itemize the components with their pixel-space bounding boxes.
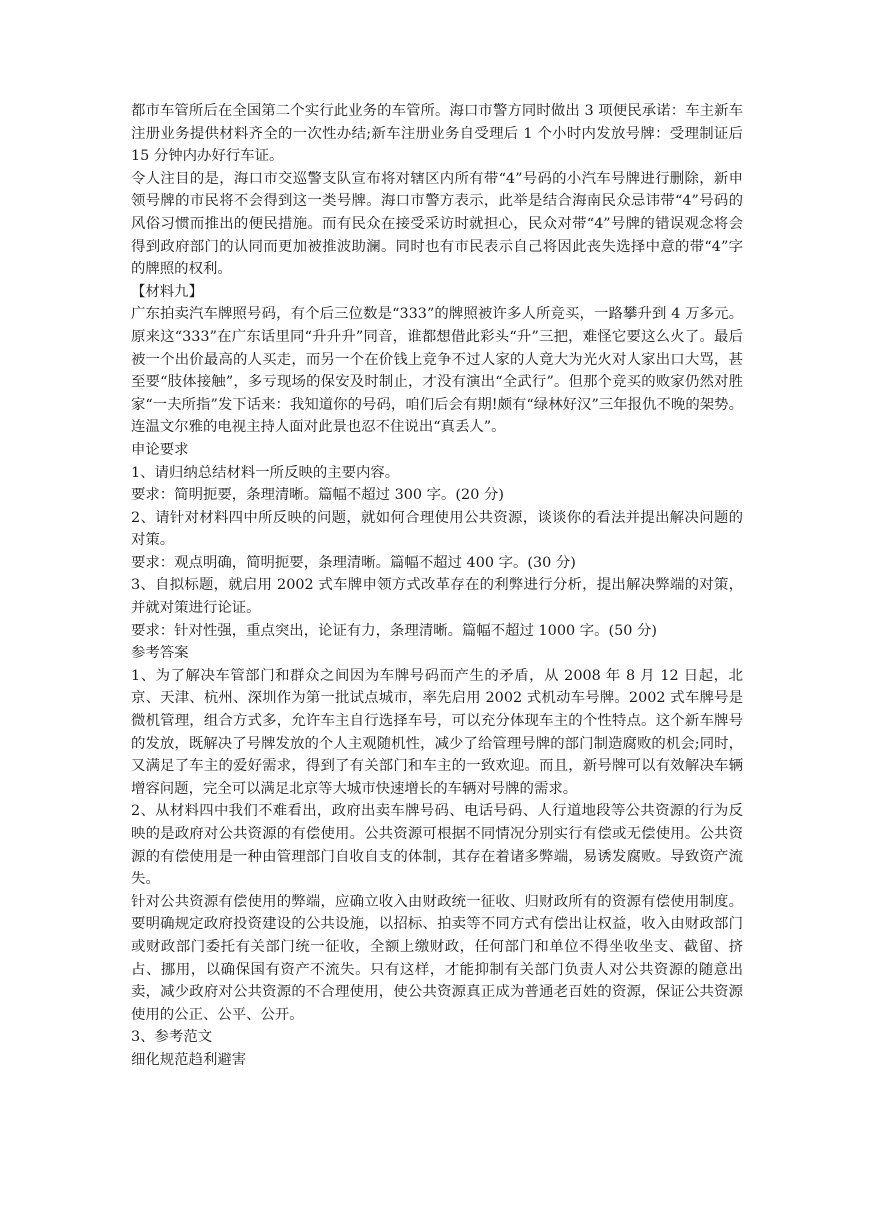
paragraph-material-9: 广东拍卖汽车牌照号码，有个后三位数是“333”的牌照被许多人所竞买，一路攀升到 4 万多元。原来这“333”在广东话里同“升升升”同音，谁都想借此彩头“升”三把，难怪它要这么火了。最后被一个出价最高的人买走，而另一个在价钱上竞争不过人家的人竟大为光火对人家出口大骂，甚至要“肢体接触”，多亏现场的保安及时制止，才没有演出“全武行”。但那个竞买的败家仍然对胜家“一夫所指”发下话来：我知道你的号码，咱们后会有期!颇有“绿林好汉”三年报仇不晚的架势。连温文尔雅的电视主持人面对此景也忍不住说出“真丢人”。 — [131, 306, 743, 436]
question-3-requirement: 要求：针对性强，重点突出，论证有力，条理清晰。篇幅不超过 1000 字。(50 分) — [131, 622, 657, 639]
answer-2-continued: 针对公共资源有偿使用的弊端，应确立收入由财政统一征收、归财政所有的资源有偿使用制度。要明确规定政府投资建设的公共设施，以招标、拍卖等不同方式有偿出让权益，收入由财政部门或财政部门委托有关部门统一征收，全额上缴财政，任何部门和单位不得坐收坐支、截留、挤占、挪用，以确保国有资产不流失。只有这样，才能抑制有关部门负责人对公共资源的随意出卖，减少政府对公共资源的不合理使用，使公共资源真正成为普通老百姓的资源，保证公共资源使用的公正、公平、公开。 — [131, 893, 743, 1023]
answers-heading: 参考答案 — [131, 645, 189, 662]
question-2: 2、请针对材料四中所反映的问题，就如何合理使用公共资源，谈谈你的看法并提出解决问题的对策。 — [131, 509, 743, 549]
question-1: 1、请归纳总结材料一所反映的主要内容。 — [131, 464, 400, 481]
paragraph-material-8-notice: 令人注目的是，海口市交巡警支队宣布将对辖区内所有带“4”号码的小汽车号牌进行删除，新申领号牌的市民将不会得到这一类号牌。海口市警方表示，此举是结合海南民众忌讳带“4”号码的风俗习惯而推出的便民措施。而有民众在接受采访时就担心，民众对带“4”号牌的错误观念将会得到政府部门的认同而更加被推波助澜。同时也有市民表示自己将因此丧失选择中意的带“4”字的牌照的权利。 — [131, 170, 743, 278]
sample-essay-title: 细化规范趋利避害 — [131, 1051, 247, 1068]
requirements-heading: 申论要求 — [131, 441, 189, 458]
document-page — [131, 100, 743, 1072]
answer-1: 1、为了解决车管部门和群众之间因为车牌号码而产生的矛盾，从 2008 年 8 月 12 日起，北京、天津、杭州、深圳作为第一批试点城市，率先启用 2002 式机动车号牌。2002 式车牌号是微机管理，组合方式多，允许车主自行选择车号，可以充分体现车主的个性特点。这个新车牌号的发放，既解决了号牌发放的个人主观随机性，减少了给管理号牌的部门制造腐败的机会;同时，又满足了车主的爱好需求，得到了有关部门和车主的一致欢迎。而且，新号牌可以有效解决车辆增容问题，完全可以满足北京等大城市快速增长的车辆对号牌的需求。 — [131, 667, 743, 797]
answer-2: 2、从材料四中我们不难看出，政府出卖车牌号码、电话号码、人行道地段等公共资源的行为反映的是政府对公共资源的有偿使用。公共资源可根据不同情况分别实行有偿或无偿使用。公共资源的有偿使用是一种由管理部门自收自支的体制，其存在着诸多弊端，易诱发腐败。导致资产流失。 — [131, 803, 743, 888]
paragraph-material-8-end: 都市车管所后在全国第二个实行此业务的车管所。海口市警方同时做出 3 项便民承诺：车主新车注册业务提供材料齐全的一次性办结;新车注册业务自受理后 1 个小时内发放号牌：受理制证后 15 分钟内办好行车证。 — [131, 103, 743, 165]
material-9-heading: 【材料九】 — [131, 283, 203, 300]
question-1-requirement: 要求：简明扼要，条理清晰。篇幅不超过 300 字。(20 分) — [131, 487, 504, 504]
answer-3-heading: 3、参考范文 — [131, 1029, 213, 1046]
question-3: 3、自拟标题，就启用 2002 式车牌申领方式改革存在的利弊进行分析，提出解决弊端的对策，并就对策进行论证。 — [131, 577, 743, 617]
question-2-requirement: 要求：观点明确，简明扼要，条理清晰。篇幅不超过 400 字。(30 分) — [131, 554, 576, 571]
